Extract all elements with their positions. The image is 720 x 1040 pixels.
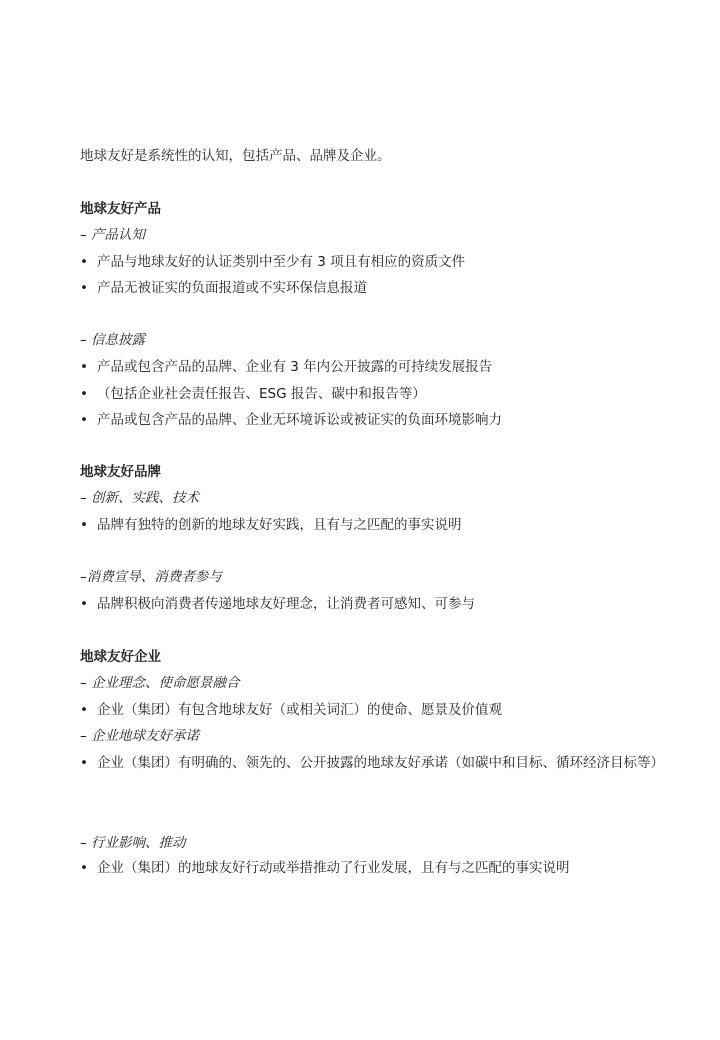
list-item-text: 企业（集团）有包含地球友好（或相关词汇）的使命、愿景及价值观 bbox=[97, 702, 502, 718]
list-item-text: 产品或包含产品的品牌、企业有 3 年内公开披露的可持续发展报告 bbox=[97, 359, 493, 375]
subsection-title-enterprise-mission: – 企业理念、使命愿景融合 bbox=[80, 675, 240, 691]
bullet-icon: • bbox=[80, 359, 88, 375]
list-item-text: 企业（集团）有明确的、领先的、公开披露的地球友好承诺（如碳中和目标、循环经济目标等） bbox=[97, 755, 664, 771]
list-item bbox=[80, 410, 502, 430]
list-item bbox=[80, 357, 492, 377]
bullet-icon: • bbox=[80, 596, 88, 612]
subsection-title-enterprise-impact: – 行业影响、推动 bbox=[80, 835, 186, 851]
bullet-icon: • bbox=[80, 517, 88, 533]
bullet-icon: • bbox=[80, 412, 88, 428]
subsection-title-brand-consumer: –消费宣导、消费者参与 bbox=[80, 569, 222, 585]
bullet-icon: • bbox=[80, 860, 88, 876]
bullet-icon: • bbox=[80, 254, 88, 270]
list-item-text: 品牌有独特的创新的地球友好实践，且有与之匹配的事实说明 bbox=[97, 517, 462, 533]
list-item-text: （包括企业社会责任报告、ESG 报告、碳中和报告等） bbox=[97, 386, 426, 402]
list-item-text: 产品无被证实的负面报道或不实环保信息报道 bbox=[97, 280, 367, 296]
list-item-text: 产品与地球友好的认证类别中至少有 3 项且有相应的资质文件 bbox=[97, 254, 466, 270]
list-item bbox=[80, 515, 462, 535]
list-item bbox=[80, 858, 570, 878]
section-heading-brand: 地球友好品牌 bbox=[80, 464, 161, 480]
bullet-icon: • bbox=[80, 702, 88, 718]
bullet-icon: • bbox=[80, 386, 88, 402]
list-item bbox=[80, 278, 367, 298]
list-item-text: 企业（集团）的地球友好行动或举措推动了行业发展，且有与之匹配的事实说明 bbox=[97, 860, 570, 876]
intro-text: 地球友好是系统性的认知，包括产品、品牌及企业。 bbox=[80, 148, 391, 164]
bullet-icon: • bbox=[80, 280, 88, 296]
list-item bbox=[80, 252, 465, 272]
section-heading-product: 地球友好产品 bbox=[80, 201, 161, 217]
list-item-text: 品牌积极向消费者传递地球友好理念，让消费者可感知、可参与 bbox=[97, 596, 475, 612]
list-item bbox=[80, 750, 662, 776]
bullet-icon: • bbox=[80, 755, 88, 771]
list-item-text: 产品或包含产品的品牌、企业无环境诉讼或被证实的负面环境影响力 bbox=[97, 412, 502, 428]
list-item bbox=[80, 384, 426, 404]
list-item bbox=[80, 700, 502, 720]
subsection-title-enterprise-commitment: – 企业地球友好承诺 bbox=[80, 728, 200, 744]
section-heading-enterprise: 地球友好企业 bbox=[80, 649, 161, 665]
subsection-title-product-disclosure: – 信息披露 bbox=[80, 332, 146, 348]
list-item bbox=[80, 594, 475, 614]
subsection-title-product-cert: – 产品认知 bbox=[80, 227, 146, 243]
subsection-title-brand-innovation: – 创新、实践、技术 bbox=[80, 490, 200, 506]
